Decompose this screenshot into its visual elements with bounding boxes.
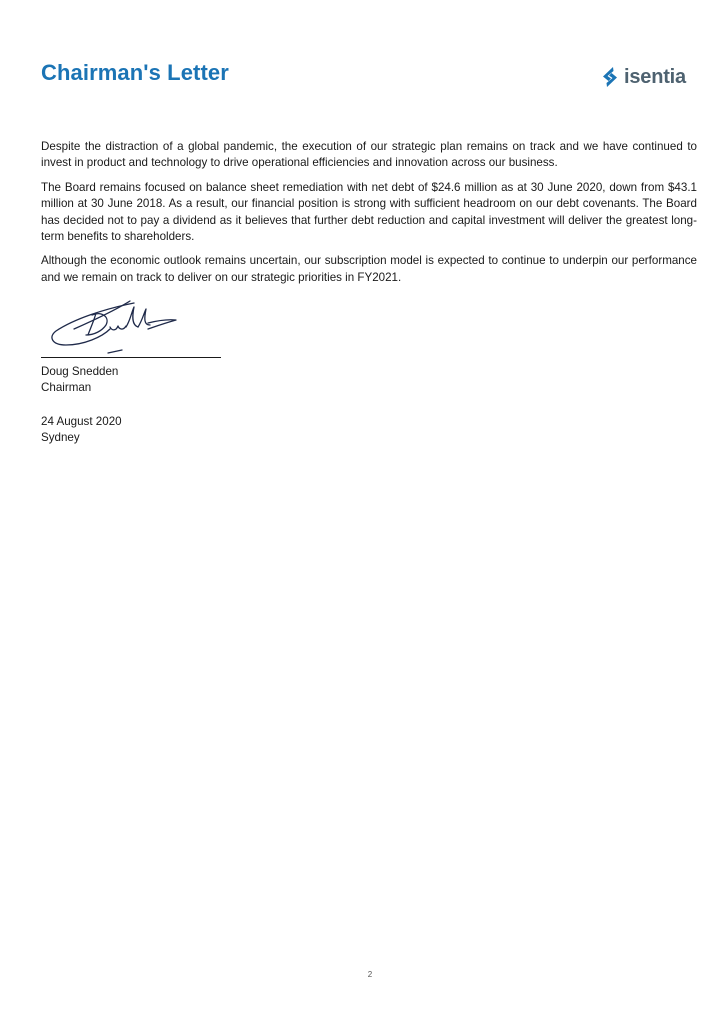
letter-paragraph: Although the economic outlook remains uncertain, our subscription model is expected to continue to underpin our performance and we remain on track to deliver on our strategic priorities in FY2021.: [41, 254, 697, 284]
signoff-block: [41, 364, 122, 447]
signer-name: Doug Snedden: [41, 365, 119, 378]
letter-paragraph: The Board remains focused on balance sheet remediation with net debt of $24.6 million as at 30 June 2020, down from $43.1 million at 30 June 2018. As a result, our financial position is strong with sufficient headroom on our debt covenants. The Board has decided not to pay a dividend as it believes that further debt reduction and capital investment will deliver the greatest long-term benefits to shareholders.: [41, 180, 697, 244]
page-number: 2: [367, 970, 373, 979]
signature-line: [41, 357, 221, 358]
company-logo: [598, 64, 686, 90]
logo-wordmark: isentia: [624, 66, 686, 88]
letter-location: Sydney: [41, 431, 80, 445]
letter-paragraph: Despite the distraction of a global pandemic, the execution of our strategic plan remains on track and we have continued to invest in product and technology to drive operational efficiencies and innovation across our business.: [41, 140, 697, 170]
isentia-logo-icon: [598, 64, 622, 90]
page-title: Chairman's Letter: [41, 60, 229, 85]
signer-role: Chairman: [41, 381, 92, 395]
letter-date: 24 August 2020: [41, 414, 122, 428]
letter-body: [41, 139, 697, 294]
handwritten-signature: [44, 293, 194, 363]
